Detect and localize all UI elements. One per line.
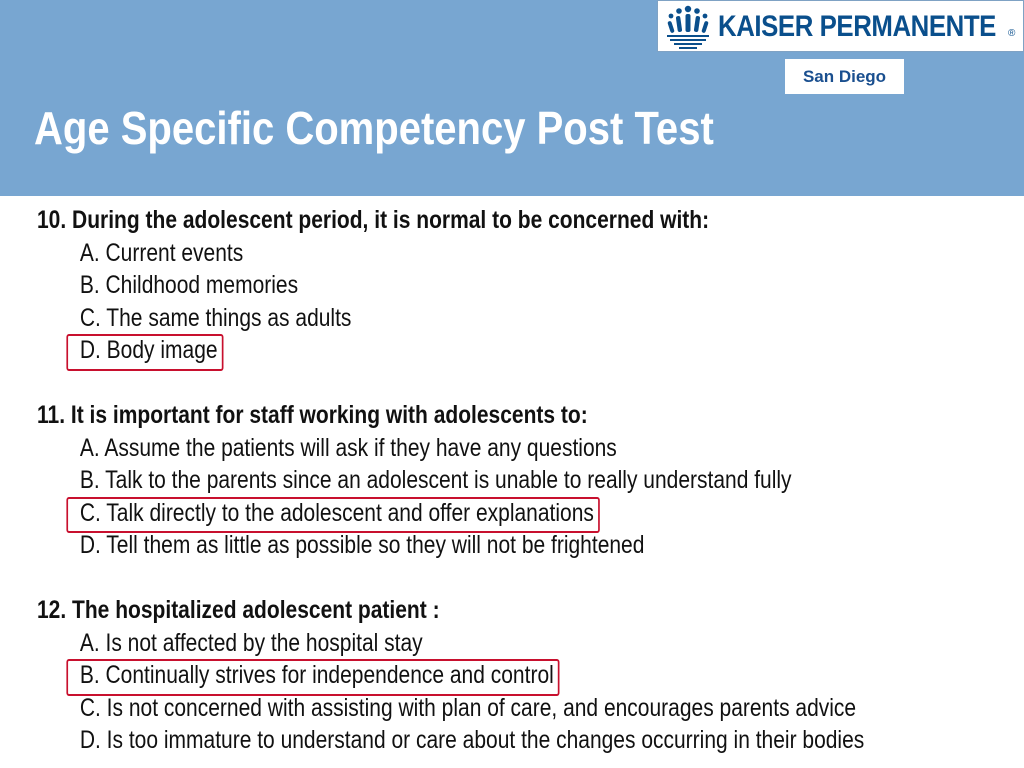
answer-option bbox=[37, 432, 860, 465]
header-banner bbox=[0, 0, 1024, 196]
answer-option bbox=[37, 692, 860, 725]
answer-option bbox=[37, 529, 860, 562]
spacer bbox=[37, 562, 1017, 595]
answer-option bbox=[37, 659, 860, 692]
question-block bbox=[37, 399, 1017, 562]
answer-text: C. The same things as adults bbox=[79, 303, 352, 332]
answer-option bbox=[37, 302, 860, 335]
page-title: Age Specific Competency Post Test bbox=[34, 102, 714, 154]
kaiser-permanente-logo bbox=[657, 0, 1024, 52]
answer-text: A. Assume the patients will ask if they have any questions bbox=[79, 433, 617, 462]
spacer bbox=[37, 367, 1017, 400]
kp-people-icon bbox=[664, 4, 712, 50]
answer-text: C. Is not concerned with assisting with plan of care, and encourages parents advice bbox=[79, 693, 857, 722]
logo-wordmark: KAISER PERMANENTE bbox=[718, 10, 996, 43]
answer-option bbox=[37, 627, 860, 660]
correct-answer-highlight: D. Body image bbox=[80, 334, 218, 367]
answer-option bbox=[37, 237, 860, 270]
answer-text: B. Talk to the parents since an adolescent is unable to really understand fully bbox=[79, 466, 792, 494]
question-block bbox=[37, 204, 1017, 367]
registered-mark: ® bbox=[1008, 28, 1016, 39]
answer-option bbox=[37, 497, 860, 530]
question-text: 10. During the adolescent period, it is normal to be concerned with: bbox=[37, 206, 710, 234]
answer-text: D. Tell them as little as possible so they will not be frightened bbox=[79, 531, 645, 559]
answer-text: A. Current events bbox=[79, 238, 244, 267]
answer-text: D. Is too immature to understand or care about the changes occurring in their bodies bbox=[79, 726, 865, 754]
answer-option bbox=[37, 464, 860, 497]
correct-answer-highlight: B. Continually strives for independence and control bbox=[80, 659, 554, 692]
region-badge: San Diego bbox=[785, 59, 904, 94]
question-text: 12. The hospitalized adolescent patient : bbox=[37, 596, 440, 624]
correct-answer-highlight: C. Talk directly to the adolescent and offer explanations bbox=[80, 497, 594, 530]
answer-option bbox=[37, 334, 860, 367]
answer-option bbox=[37, 724, 865, 757]
answer-text: A. Is not affected by the hospital stay bbox=[79, 628, 423, 657]
question-text: 11. It is important for staff working with adolescents to: bbox=[37, 401, 588, 429]
answer-option bbox=[37, 269, 860, 302]
question-list bbox=[37, 204, 1017, 757]
answer-text: B. Childhood memories bbox=[79, 271, 299, 299]
question-block bbox=[37, 594, 1017, 757]
